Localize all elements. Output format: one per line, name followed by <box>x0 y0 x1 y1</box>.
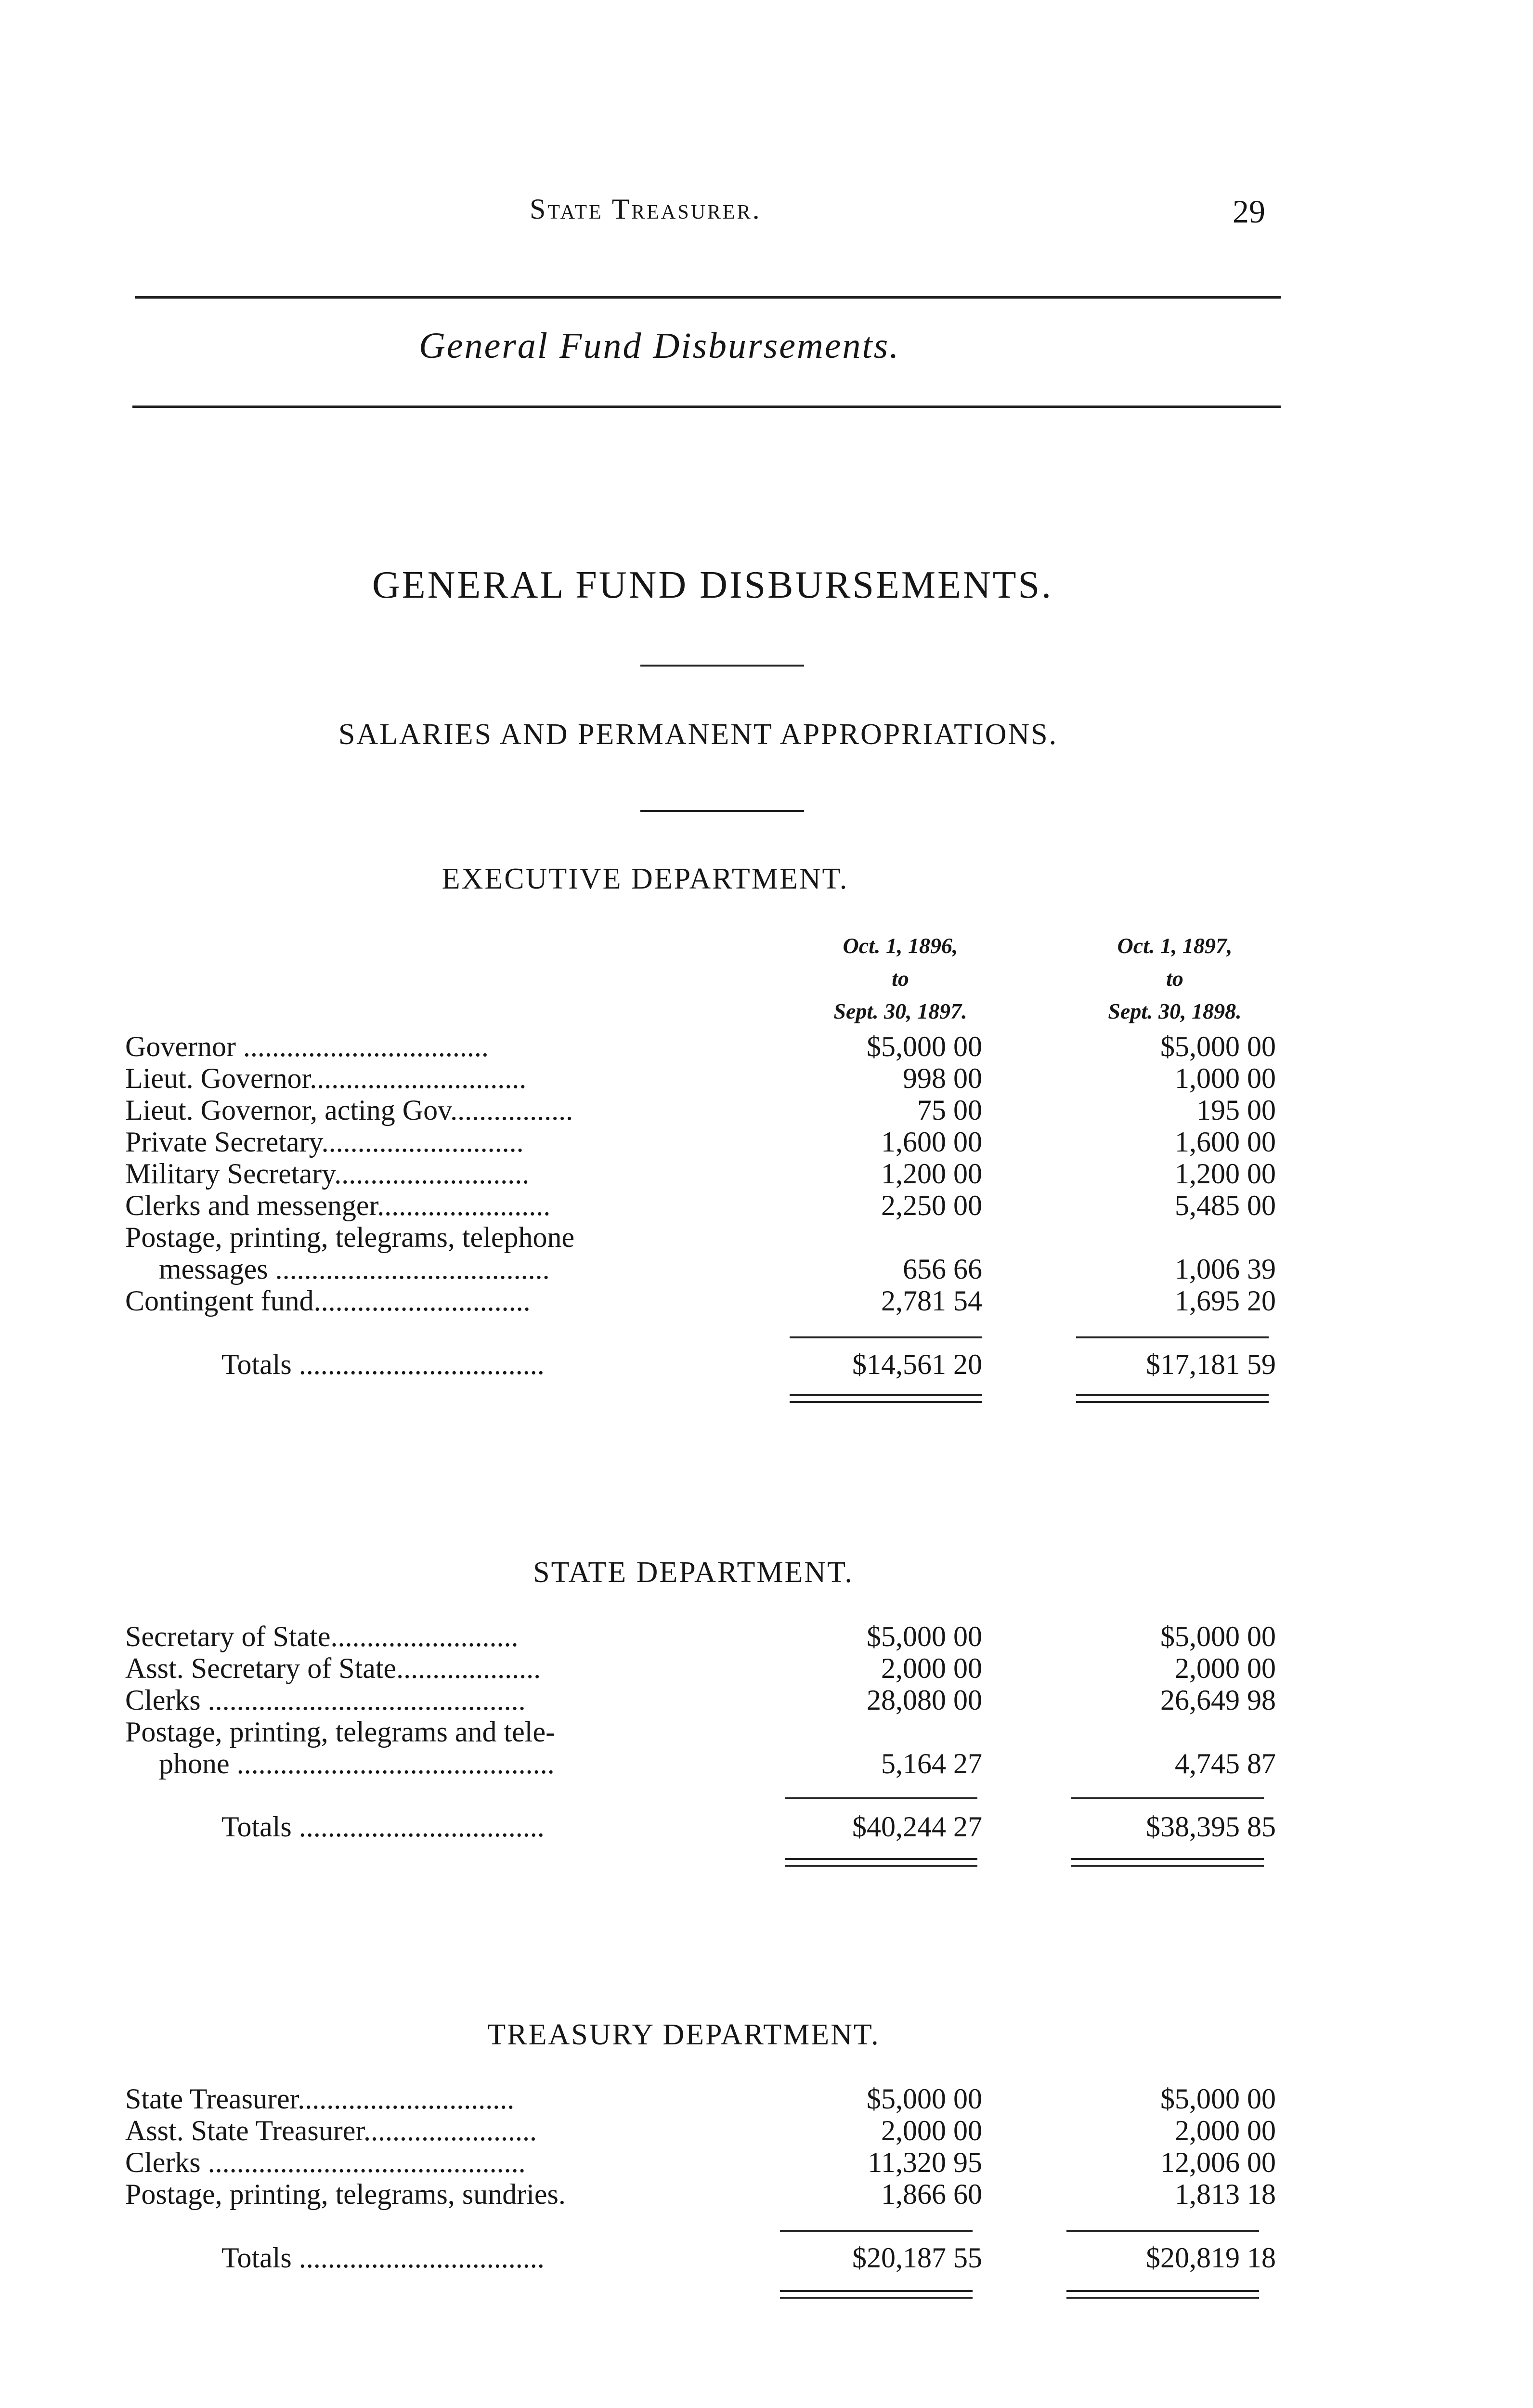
amount-1897-98: 1,006 39 <box>1175 1253 1276 1285</box>
amount-1897-98: 1,000 00 <box>1175 1062 1276 1094</box>
table-row <box>125 1253 1276 1285</box>
main-title: GENERAL FUND DISBURSEMENTS. <box>372 564 1053 606</box>
sum-rule <box>790 1336 982 1338</box>
row-label: Military Secretary........................... <box>125 1158 530 1190</box>
column-header-1897-98 <box>1064 929 1286 1028</box>
total-1897-98: $38,395 85 <box>1146 1811 1276 1843</box>
sum-rule <box>780 2230 973 2232</box>
totals-label: Totals .................................. <box>221 1348 545 1380</box>
page-number: 29 <box>1233 193 1265 230</box>
row-label: Asst. State Treasurer........................ <box>125 2115 537 2146</box>
row-label: Postage, printing, telegrams, sundries. <box>125 2178 566 2210</box>
row-label: Asst. Secretary of State.................... <box>125 1652 541 1684</box>
column-header-line: Sept. 30, 1897. <box>833 999 967 1023</box>
row-label: phone ............................................ <box>159 1748 555 1780</box>
table-row <box>125 1158 1276 1190</box>
amount-1896-97: $5,000 00 <box>867 2083 982 2115</box>
amount-1897-98: 1,200 00 <box>1175 1158 1276 1190</box>
totals-label: Totals .................................. <box>221 1811 545 1843</box>
amount-1897-98: 2,000 00 <box>1175 1652 1276 1684</box>
table-row <box>125 1031 1276 1062</box>
row-label: Clerks ............................................ <box>125 2146 526 2178</box>
amount-1896-97: 75 00 <box>917 1094 982 1126</box>
double-rule <box>785 1858 977 1867</box>
table-row <box>125 2146 1276 2178</box>
amount-1897-98: $5,000 00 <box>1160 1031 1276 1062</box>
table-row <box>125 2115 1276 2146</box>
state-title: STATE DEPARTMENT. <box>533 1556 854 1589</box>
subtitle: SALARIES AND PERMANENT APPROPRIATIONS. <box>338 718 1058 751</box>
amount-1897-98: 1,600 00 <box>1175 1126 1276 1158</box>
double-rule <box>790 1394 982 1403</box>
column-header-line: to <box>892 966 909 991</box>
row-label: messages ...................................... <box>159 1253 550 1285</box>
amount-1896-97: $5,000 00 <box>867 1031 982 1062</box>
total-1896-97: $40,244 27 <box>852 1811 982 1843</box>
table-row <box>125 1094 1276 1126</box>
table-row <box>125 1652 1276 1684</box>
amount-1896-97: 656 66 <box>903 1253 982 1285</box>
table-row <box>125 1621 1276 1652</box>
amount-1897-98: 2,000 00 <box>1175 2115 1276 2146</box>
row-label: State Treasurer.............................. <box>125 2083 515 2115</box>
row-label: Postage, printing, telegrams and tele- <box>125 1716 556 1748</box>
table-row <box>125 2083 1276 2115</box>
amount-1896-97: 1,866 60 <box>881 2178 982 2210</box>
amount-1897-98: 1,695 20 <box>1175 1285 1276 1317</box>
row-label: Postage, printing, telegrams, telephone <box>125 1221 575 1253</box>
header-rule-bottom <box>132 406 1281 408</box>
totals-row <box>125 1811 1276 1843</box>
column-header-line: Sept. 30, 1898. <box>1108 999 1242 1023</box>
amount-1896-97: 2,000 00 <box>881 2115 982 2146</box>
row-label: Governor .................................. <box>125 1031 489 1062</box>
table-row <box>125 1285 1276 1317</box>
row-label: Contingent fund.............................. <box>125 1285 531 1317</box>
total-1896-97: $20,187 55 <box>852 2242 982 2274</box>
running-head: State Treasurer. <box>530 193 762 225</box>
amount-1896-97: 2,781 54 <box>881 1285 982 1317</box>
treasury-title: TREASURY DEPARTMENT. <box>487 2018 880 2051</box>
table-row <box>125 2178 1276 2210</box>
amount-1897-98: 12,006 00 <box>1160 2146 1276 2178</box>
divider-rule <box>640 810 804 812</box>
executive-title: EXECUTIVE DEPARTMENT. <box>442 863 849 895</box>
table-row <box>125 1190 1276 1221</box>
sum-rule <box>1066 2230 1259 2232</box>
amount-1896-97: 5,164 27 <box>881 1748 982 1780</box>
table-row <box>125 1716 1276 1748</box>
column-header-1896-97 <box>790 929 1011 1028</box>
total-1896-97: $14,561 20 <box>852 1348 982 1380</box>
double-rule <box>780 2290 973 2299</box>
amount-1896-97: 28,080 00 <box>867 1684 982 1716</box>
amount-1896-97: $5,000 00 <box>867 1621 982 1652</box>
table-row <box>125 1126 1276 1158</box>
table-row <box>125 1684 1276 1716</box>
total-1897-98: $20,819 18 <box>1146 2242 1276 2274</box>
amount-1896-97: 2,250 00 <box>881 1190 982 1221</box>
amount-1897-98: 4,745 87 <box>1175 1748 1276 1780</box>
amount-1896-97: 1,200 00 <box>881 1158 982 1190</box>
totals-label: Totals .................................. <box>221 2242 545 2274</box>
amount-1897-98: 5,485 00 <box>1175 1190 1276 1221</box>
amount-1896-97: 1,600 00 <box>881 1126 982 1158</box>
row-label: Secretary of State.......................... <box>125 1621 519 1652</box>
sum-rule <box>1071 1797 1264 1799</box>
header-rule-top <box>135 296 1281 299</box>
column-header-line: to <box>1166 966 1183 991</box>
amount-1897-98: 26,649 98 <box>1160 1684 1276 1716</box>
sum-rule <box>1076 1336 1269 1338</box>
table-row <box>125 1062 1276 1094</box>
row-label: Clerks and messenger........................ <box>125 1190 551 1221</box>
total-1897-98: $17,181 59 <box>1146 1348 1276 1380</box>
row-label: Private Secretary............................ <box>125 1126 524 1158</box>
amount-1897-98: $5,000 00 <box>1160 2083 1276 2115</box>
amount-1896-97: 11,320 95 <box>868 2146 982 2178</box>
row-label: Lieut. Governor.............................. <box>125 1062 527 1094</box>
column-header-line: Oct. 1, 1897, <box>1117 933 1233 958</box>
totals-row <box>125 1348 1276 1380</box>
amount-1896-97: 998 00 <box>903 1062 982 1094</box>
amount-1897-98: $5,000 00 <box>1160 1621 1276 1652</box>
sum-rule <box>785 1797 977 1799</box>
amount-1897-98: 195 00 <box>1196 1094 1276 1126</box>
double-rule <box>1071 1858 1264 1867</box>
amount-1896-97: 2,000 00 <box>881 1652 982 1684</box>
section-title: General Fund Disbursements. <box>419 326 900 366</box>
divider-rule <box>640 665 804 667</box>
amount-1897-98: 1,813 18 <box>1175 2178 1276 2210</box>
table-row <box>125 1221 1276 1253</box>
double-rule <box>1066 2290 1259 2299</box>
double-rule <box>1076 1394 1269 1403</box>
table-row <box>125 1748 1276 1780</box>
row-label: Clerks ............................................ <box>125 1684 526 1716</box>
column-header-line: Oct. 1, 1896, <box>843 933 958 958</box>
row-label: Lieut. Governor, acting Gov................. <box>125 1094 573 1126</box>
totals-row <box>125 2242 1276 2274</box>
